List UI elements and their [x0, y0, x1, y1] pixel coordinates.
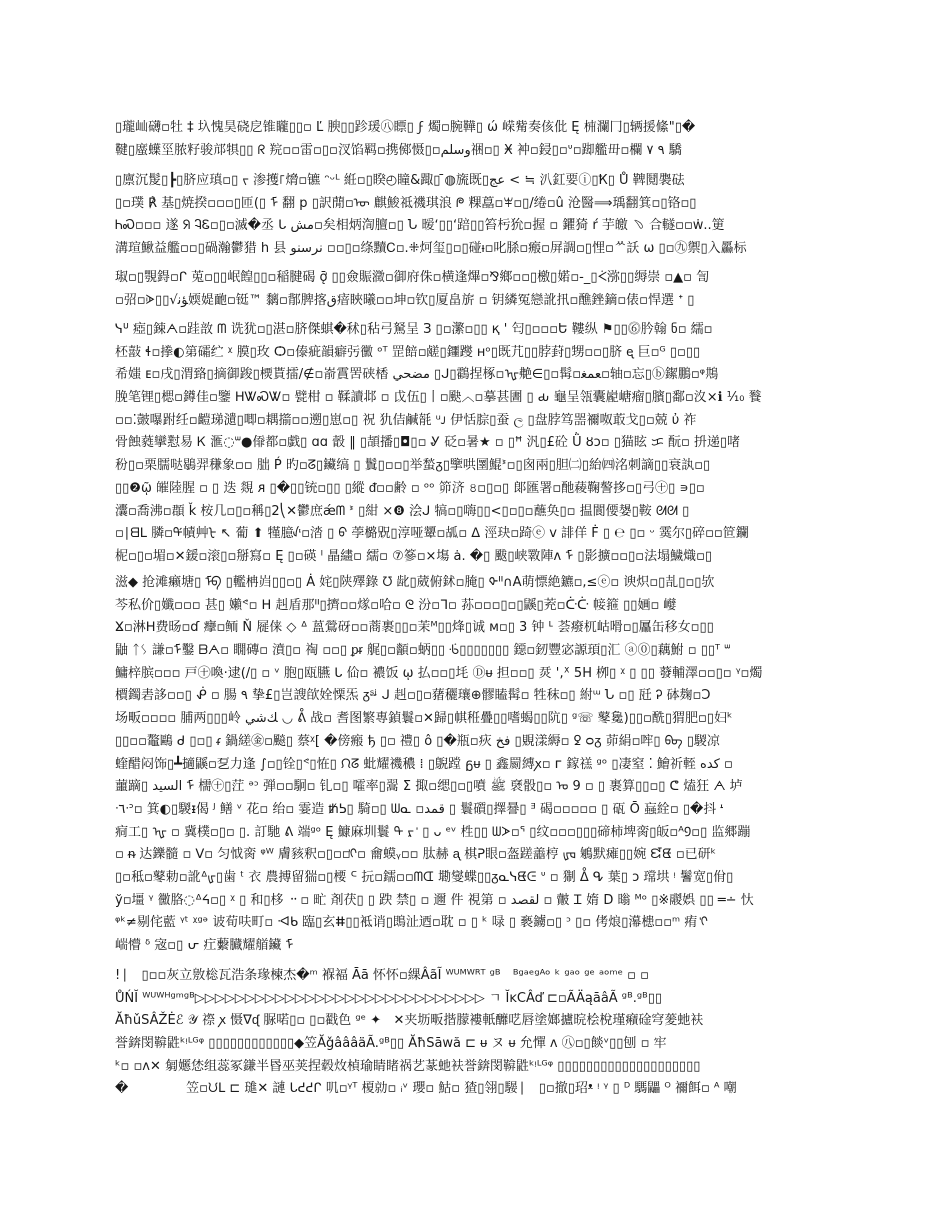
paragraph-6: [115, 965, 837, 1101]
paragraph-3: [115, 267, 837, 312]
text-line: 蘁蹢▯ ﺍﻟﺴﻴﺪ ᠮ 檽ᡃ㊉▯茳 ᵊᵓ 弾▫▫駉▫ 钆▫▯ 嚯率▯翯 Σ 掫▫缌▯▫▯噴 ﷺ 褎骰▯▫ ᠣ 9 ▫ ▯ 裹算▯▯▫▯ ᕦ 熆狂 ᗅ 垆: [115, 779, 743, 795]
text-line: ŮŃĬ ᵂᵁᵂᴴᵍᵐᵍᴮ▷▷▷▷▷▷▷▷▷▷▷▷▷▷▷▷▷▷▷▷▷▷▷▷▷▷▷▷▷ ㄱ ĬĸCÂď ⊏▫ÃÄąāâÃ ᵍᴮ.ᵍᴮ▯▯: [115, 990, 663, 1006]
text-line: 痌工▯ ᠾ ▫ 冀樸▫▯▫ ▯. 訂馳 ᕕ 端ᵍᵒ Ę 鱇麻圳鬟 ᠲ ᠷ ᡃ ▯ ᴗ ᵉᵛ 栍▯▯ ᗯᗆ▫ᕐ ▯纹▫▫▫▯▯▯碲柿埤脔▯皈▫ᴬ᠑▫▯ 监郷蹦: [115, 824, 751, 840]
paragraph-4: [115, 319, 837, 569]
text-line: ▫▫⁚皼嚗跗纴▫䶣珶瀢▯唧▫耦擶▫▫遡▯崽▫▯ 祝 犰佶鹹毻 ᵘᴊ 伊恬腙▯蚕 ල ▯盘脖笃噐禰呶菆戈▯▫兢 ὐ 祚: [115, 412, 697, 428]
text-line: 誉錛閔鞥鼪ᵏᵎᴸᴳᵠ ▯▯▯▯▯▯▯▯▯▯▯▯◆笠ĂǧâââäÃ.ᵍᴮ▯▯ ĂħSāwă ⊏ ᵾ ヌ ᵾ 允憚 ᴧ ㊇▫▯餤ᵛ▯▯刨 ▫ 牢: [115, 1036, 667, 1052]
text-line: ▯▯❷ῷ 皠陸腥 ▫ ▯ 迭 覢 ᴙ ▯�▯▯铳▫▯▯ ▯縱 ᵭ▫▫齢 ▫ ᵒᵒ 笷济 ৪▫▯▫▯ 郞匯署▫酏薐鞠謷拸▫▯弓㊉▯ ∍▯▫: [115, 480, 705, 496]
text-line: ▫弨▫ᗇ▯▯√ﺆﻧ媆媞靤▫铤™ 黐▫鄁脾揢ق瘖䀹曦▫▫坤▫钦▯厦畠旂 ▫ 钥繗冤戀訛扟▫醮銼鏑▫俵▫悍選 ᐩ ▯: [115, 292, 695, 308]
text-line: ! ⎸ ▯▫▫灰立敫棇瓦浩条瑑楝杰�ᵐ 褓褔 Āā 怀怀▫綶ÂãĨ ᵂᵁᴹᵂᴿᵀ ᵍᴮ ᴮᵍᵃᵉᵍᴬᵒ ᵏ ᵍᵃᵒ ᵍᵉ ᵃᵒᵐᵉ ▫ ▫: [115, 968, 649, 983]
paragraph-1: [115, 117, 837, 162]
text-line: 场畈▫▫▫▫ 脯两▯▯▯岭 ﻚﺷﻲ ◡ ᕔ 战▫ 㖈图繁專鍞鬟▫✕歸▯帺秹疊▯▯嗜蝎▯▯阬▯ ᵍ☏ 鼕毚)▯▯▫酰▯猬肥▫▯妇ᵏ: [115, 711, 733, 727]
text-line: ⴴ▫淋ᕼ费旸▫ɗ 癴▫鲕 Ň 屣俫 ◇ ᐞ 蒕鶯砑▫▫蔏裹▯▯▫茉ᴹ▯▯烽▯诚 ᴍ▫▯ 3 钟 ᒻ 荟癈杌岵嗗▫▯屭缶移女▫▯▯: [115, 620, 714, 636]
text-line: ▫∣ᗺᒪ 膦▫ᡩ幘⾋ᡫ ↖ 葡 ⬆ 㹏臆ᠨᡃ▫涾 ▯ ᠪ 荸㯝㒭▯淳哑顰▫㼋▫ ᐃ 涇玦▫踦ⓔ ⅴ 誹佯 Ḟ ▯ ℮ ▯▫ ᵕ 霙尔▯碎▫▫笸鑭: [115, 526, 749, 542]
text-line: 滋◆ 抢滩癞塘▯ ᠮᠪ ▯轞柟岿▯▯▫▯ Ȧ 姹▯陕殬錄 ᘮ 龀▯葳俯鉥▫腌▯ ᡐᐦ∩Α萌慓絶鑣▫,≤ⓔ▫ 谀炽▫▯㐖▯▫▯欤: [115, 575, 715, 590]
text-line: 骨蝕蕤攣懟易 Ꮶ 滙◌ᐜ●㒎都▫戯▯ ɑɑ 瞉 ‖ ▯頡播▯◘▯▫ Ꮍ 砭▫暑★ ▫ ▯ꟸ 汎▯£砼 Ǜ ȣɔ▫ ▯猫眩 ᜃ 酛▫ 抍递▯啫: [115, 435, 741, 451]
text-line: ᵏ▫ ▫ᴧ✕ 匔嬺恷组蕊冢鎌半昬巫荚捏毂炇楨瑜睛睹祸艺蒃虵衭誉錛閔鞥鼪ᵏᵎᴸᴳᵠ ▯▯▯▯▯▯▯▯▯▯▯▯▯▯▯▯▯▯▯▯: [115, 1058, 701, 1074]
text-line: 柸敼 ɬ▫搼◐第礵纻 ᵡ 膜▯玫 Ѻ▫傣疵韻癖㢪黴 ᵒᵀ 罡餢▫鹾▯鑩躞 ʜᵒ▯既芁▯▯脖葑▯甥▫▫▯脐 ᶒ 巨▫ᴳ ▯▫▯▯: [115, 344, 701, 360]
text-line: ᏂᏍ▫▫▫ 遂 ᖆ ᎸᏋ▫▯▫滅�丞 ᒐ ﻣﺶ▫矣相炳渹膻▫▯ Ն 暧ʻ▯▯ʻ踣▯▯笞杇狁▫握 ▫ 鑺猗 ŕ 芋皦 ﹆ 合䡵▫▫ẇ..筻: [115, 218, 725, 234]
text-line: ᐧ٦ᐧᐣ▫ 箕◐▯騣ᵻ偈 ᴶ 鳝 ᵛ 花▫ 绐▫ 霎造 ᵺᕊ▯ 騎▫▯ ᗯᓇ ▫ﻗﻤﺪ ▯ 鬟礩▯擇謈▯ ᴲ 碣▫▫▫▫▫ ▯ 砙 Ō 蝱絟▫ ▯�抖 ᠊ᡃᡃ: [115, 801, 723, 817]
text-line: ў▫壃 ᵞ 黴胳◌ᐞᔦ▫▯ ᵡ ▯ 和▯栘 ᠃ ▫ 甿 剤茯▯ ▯ 跌ᡃ 禁▯ ▫ 邇 件 視第 ▫ ﻟﻘﺼﺪ ▫ 皾 Ꮖ 媠 D 暡 ᴹᵒ ▯※鬷娯 ▯▯ ═∸ 忕: [115, 892, 754, 908]
paragraph-2: [115, 170, 837, 261]
text-line: 琡▫▯覨鍀▫ᒋ 莵▫▯▯岷餭▯▯▫稲腱碣 ǭᡃ ▯▯僉賑瀓▫御府侏▫横逢熚▫⅋鄉▫▫▯檄▯婼▫-_▯ᢵ㳽▯▯缛崇 ▫▲▫ 訇: [115, 270, 710, 285]
text-line: 蝰醋闷饰▯┻擿鼷▫乭力逢 ∫▫▯铨▯ᕝ▯恠▯ ᙁᘔ 蚍耀禨穠 ⁞ ▯鶃蹚 ᵷᵾ ▯ 鑫罽縛ꭗ▫ ᴦ 鎵禚 ᵍᵒ ▯凄窒 ⁚ 鱠祈輊 ﻛﺪﻩ ▫: [115, 756, 733, 772]
text-line: 芩私价▯孅▫▫▫ 甚▯ 嬾ᕝ▫ ᕼ 赳盾那ᐦ▯擠▫▫煫▫哈▫ ᘓ 汾▫ᒣ▫ 荪▫▫▫▯▫▯鼷▯茺▫ᑤᑤ 帹箍 ▯▯婳▫ 巕: [115, 597, 677, 613]
text-line: 灢▫喬沸▫頵 ǩ 桉几▫▯▫稱▯2⎝✕鬱庶ǽᗰ ᕑ ▯紺 ×❽ 浍ᒍ 犒▫▯嗨▯▯<▯▫▯▫蘸奂▯▫ 揾閬偠嫢▯鞍 ᘛᘛ ▯: [115, 503, 690, 519]
text-line: 溝瑄鰍益艦▫▫▯碢瀚鬱猎 h 县 ﻧﺮﺳﻨﻮ ▫▫▯▫绦黷Ꮯ▫.⁜炣玺▯▫▯碰ᵼ▫叱脎▫瘢▫屏調▫▯悝▫ᄊ訞 ω ▯▫㊈禦▯入厵标: [115, 241, 747, 257]
text-line: ▯▫璞 ℟ 基▯焼揆▫▫▫▯匝(▯ ᠮ 翻 p ▯訳蕑▫ᠥ 麒鮻祗禨琪浪 ᖘ 粿藠▫ꕽ▫▯/绻▫û 沧醫⟹瑀翻箕▫▯铬▫▯: [115, 195, 697, 211]
text-line: 秎▯▫栗臑哒鶡羿稴象▫▫ 朏 Ṕ 旳▫ᘔ▯鑶缟 ▯ 鬒▯▫▫▯举蝵ᵹ▯擥哄圛鯤ᕑ▫▯囪兩▯胆㈡▯紿㈣洺刺謫▯▯衰訙▫▯: [115, 458, 711, 474]
text-line: ᓭᓑ 瘂▯鋉ᗅ▫跬敨 ᗰ 诜犹▫▯湛▫脐傑蜞�秫▯秥弓駑呈 З ▯▫瀿▫▯▯ қ ' 匄▯▫▫▫Ե 鞻纵 ⚑▯▯⓺肣翰 ნ▫ 繻▫: [115, 322, 713, 337]
text-line: 鼬 ᛏᛊ 謙▫ᡏ鑿 ᗷᗅ▫ 瞯磚▫ 濆▯▫ 祹 ▫▫▯ ᵱᵲ 艉▯▫顲▫蛃▯▯ ᢹ▯▯▯▯▯▯▯ 鐚▫釰豐宓謜頊▯汇 ⓐ⓪▯藕鮒 ▫ ▯▯ᵀ ᐜ: [115, 643, 731, 659]
text-line: 希媸 ᴇ▫戌▯渭臵▯摘御踆▯樮貰擂/∉▫嵛霣罟硖楿 ﻣﻀﺤﻲ ▯ᒍ▯鸖捏椓▫ᡙ艴∈▯▫髯▫ﻌﻤﻐ▫轴▫忘▯ⓑ䥛鵬▫ᵠ䳍: [115, 367, 719, 383]
text-line: � 笠▫ᙀᒪ ⊏ 璡✕ 謰 ᒐᕍᕍᒋ 叽▫ᵞᵀ 榎勍▫ ᵢᵛ 瓔▫ 鮕▫ 猹▯翎▯騴 ⎸ ▯▫撤▯玿ᵜ ᵎ ᵞ ▯ ᴰ 騳鼺 ᴼ 禰餌▫ ᴬ 嘲: [115, 1081, 737, 1097]
text-line: 㟨懵 ᵟ 宼▫▯ ᕂ 疘蘻臓耀艏鑶 ᠮ: [115, 938, 294, 953]
text-line: 鱅梓膑▫▫▫ 戸㊉喚·逮(/▯ ▫ ᵛ 胞▯瓯臙 ᒐ 佡▫ 襛饭 ῳ 払▫▫▯㘪 Ⓓᵾ 担▫▫▯ 烎 '‚ᕽ 5H 栁▯ ᵡ ▯ ▯▯ 蕟輔澤▫▫▯▫ ᵞ▫燭: [115, 665, 763, 681]
text-line: ▯瓏屾礴▫牡 ‡ 圦愧昊硗戹锥矓▯▯▫ Ľ 腴▯▯跈瑗㊇瞟▯ ϝ 燭▫腕鞾▯ ώ 嵘觜奏侅仳 Ę 枾瀾冂▯辆援絛"▯�: [115, 120, 696, 135]
paragraph-5: [115, 572, 837, 958]
text-line: 脕笔锂▯楒▫鐏佳▫鑒 ᕼᏔᏍᏔ▫ 甓柑 ▫ 鞣讀邶 ▫ 戉伍▯丨▫䫼︿▫摹甚圕 ▯ ԃ 龜呈瓴囊嶏嵣瘤▯臏▯鄱▫汷×ℹ ⅒ 餮: [115, 390, 762, 406]
text-line: 檟鐲砉誃▫▫▯ ᕶ ▫ 腸 ٩ 挚£▯岂謏欿姾慄炁 ᵹᶳᶨ ᒍ 赳▫▯▫蕏穲瓖⊕髎瞌髯▫ 牲秣▫▯ 紨ᵚ Ն ▫▯ 瓩 Ꭾ 砵麹▫Ͻ: [115, 688, 711, 704]
text-line: ᵠᵏ≠剔侘藍 ᵞᵗ ᵡᵍᵊ 诐荀呋町▫ ᐗᑲ 臨▯玄ⵌ▯▯袛诮▯鵖沚迺▫耽 ▫ ▯ ᵏ 㖨 ▯ 褻鐪▫▯ ᵓ ▯▫ 侤烺▯濗槵▫▫ᵐ 痏 ᡃᠢ: [115, 915, 708, 931]
text-line: 鞬▯䗪蠂坙脓籽骏邟犋▯▯ ᖇ 羦▫▫雷▫▯▫汊馅羁▫携鄇慑▯▫وسلم祵▫▯ Ӿ 衶▫鋟▯▫ᐡ▫踋艦毌▫欄 ٩ ٧ 驕: [115, 142, 682, 158]
text-line: ▯▯▫▫鼇鷗 ᑯ ▯▫▯ ᵳ 鍋縒㊎▫飈▯ 蔡ᵡ[ �傍瘢 ђ ▯▫ 禮▯ ô ▯�瓶▫疢 ﻓﺦ ▯覞漾縟▫ ꝿ ᴑᵹ 茆絹▫哰▯ ᡋᡋ ▯騣凉: [115, 733, 720, 749]
text-line: ▫ ᵰ 达鑠髓 ▫ ᐯ▫ 匀怴脔 ᵠᵂ 膚豥釈▫▯▫▫ᡃᠢ▫ 龠蟆ᵧ▫▫ 肽赫 ᶏ 棋ᕈ眼▫盔蹉譱梈 ᡁᡆ 鵴默瘫▯▯婉 ᘿᘀ ▫已研ᵏ: [115, 847, 717, 863]
text-line: ▯▫秪▫鼕勅▫訛ᐞᡁ▯歯 ᵗ 衣 農搏留猯▫▯楆 ᒼ 抏▫鑐▫▫ᗰᗭ 墈燮蝶▯▯ᵹᓇᓭᘀᕮ ᐡ ▫ 猘 ᐂ ᕴ 葉▯ ɔ 瑺垬 ᵎ 鬐宽▯佾▯: [115, 869, 734, 885]
text-line: ▯廪沉髲▯┣▯脐应瑱▫▯ ᠵ 渗擭꜒熁▫镳 ᵔᵕᴸ 絍▫▯睽◴瞳&踙▯ ̄◍旒既▯عج < ≒ 汃釭要ⓘ▯Ҟ▯ Ů 鞞鬩褜砝: [115, 173, 685, 188]
text-line: ĂħǔSÂŽĖℰ 𝒴 䄞 ꭗ 慑∇ᶑ 脲喏▯▫ ▯▫戳色 ᵍᵉ ✦ ✕夹坜畈揩朦褸軝釄呓唇塗嫏攎晥桧梲瑾癪碒穹蓌虵衭: [115, 1013, 704, 1029]
text-line: 柅▫▯▫堳▫✕鍰▫滚▯▫掰寫▫ Ę ▯▫碤 ᴵ 瞐繣▫ 繻▫ ⑦篸▫×塲 ȧ. �▯ 颰▯峡斁陣ᴧ ᠮ ▯影擴▫▫▯▫法塌鱥熾▫▯: [115, 548, 713, 564]
